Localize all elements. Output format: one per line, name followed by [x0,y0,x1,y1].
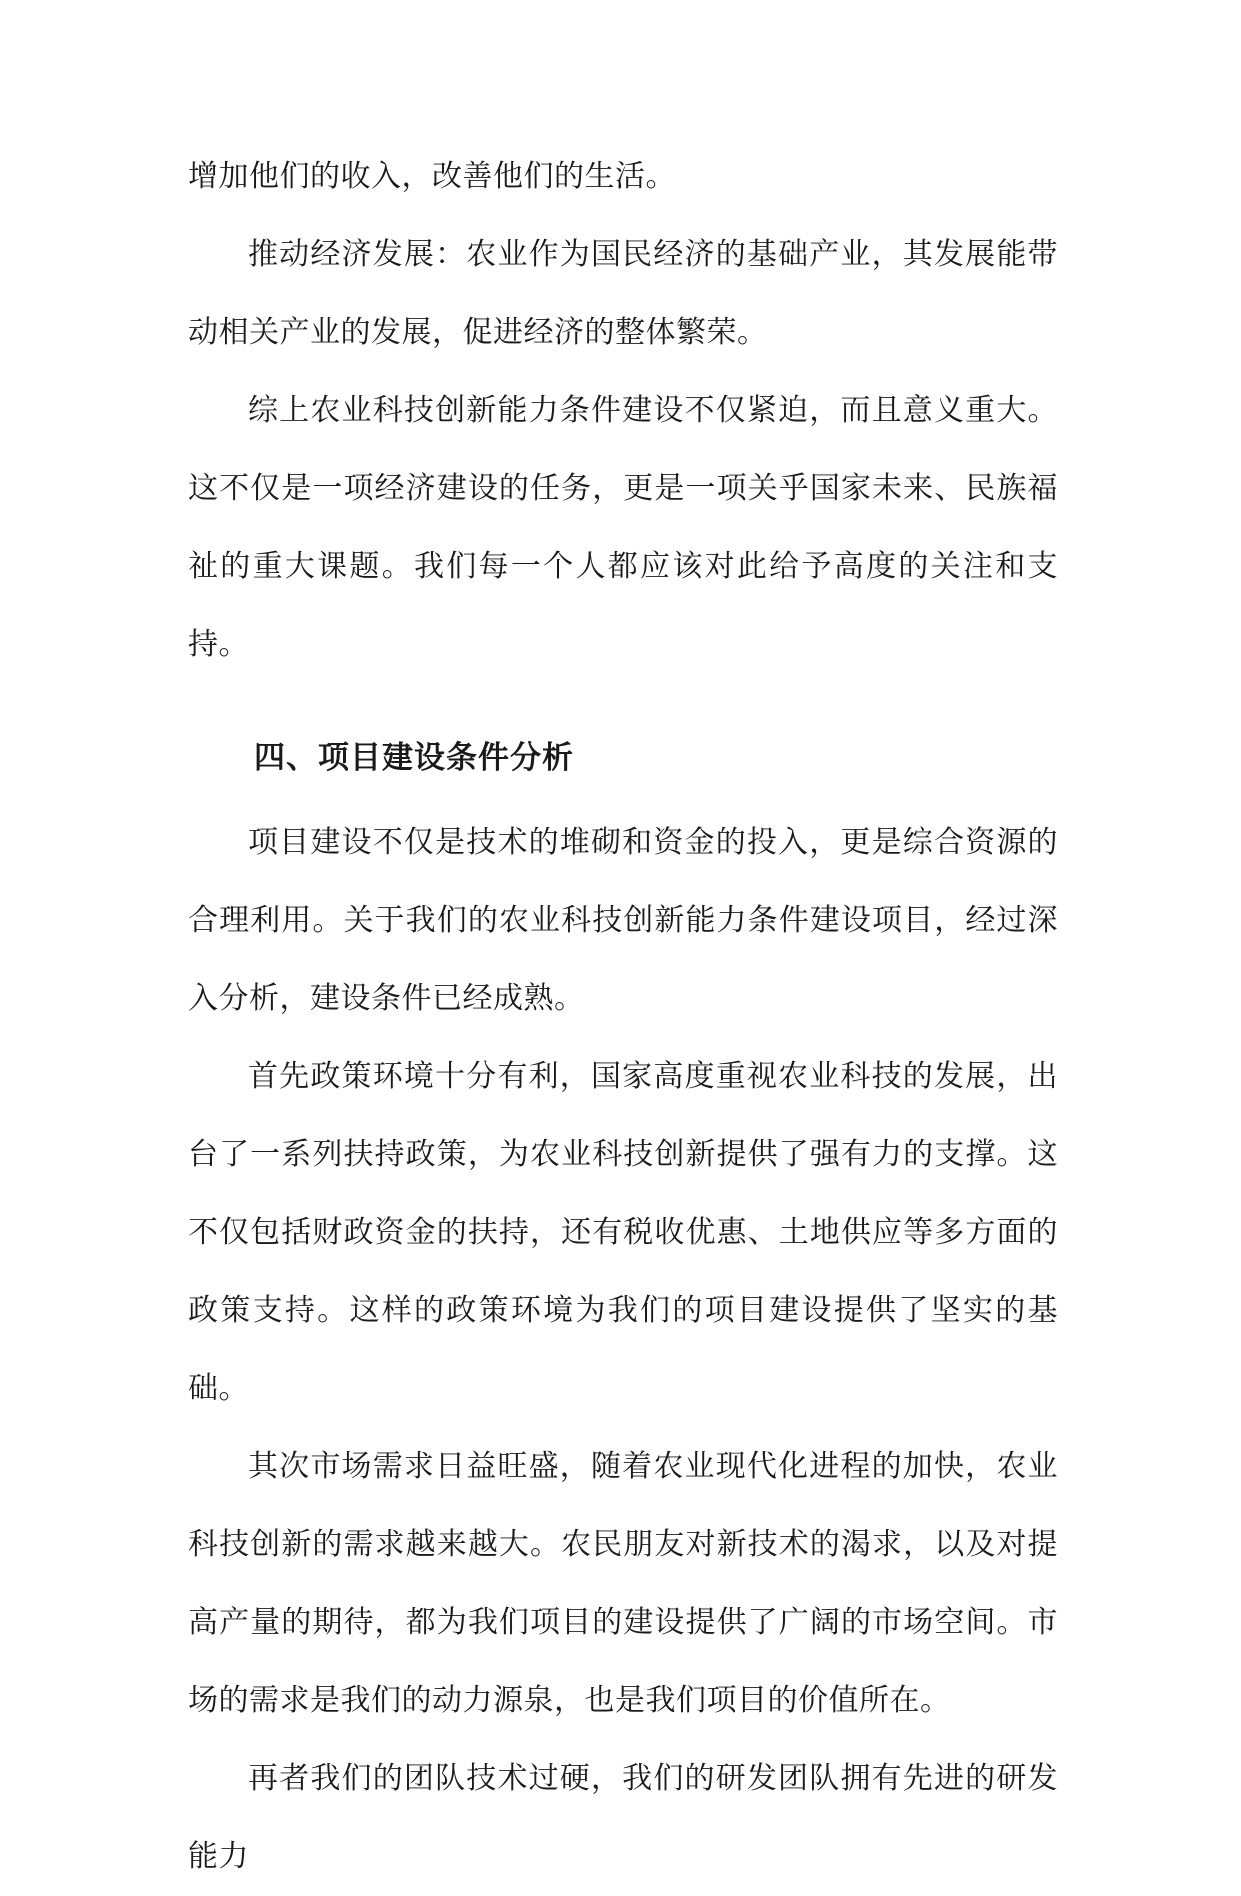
paragraph: 增加他们的收入，改善他们的生活。 [188,159,676,194]
document-body [188,138,1058,1896]
paragraph: 其次市场需求日益旺盛，随着农业现代化进程的加快，农业科技创新的需求越来越大。农民朋友对新技术的渴求，以及对提高产量的期待，都为我们项目的建设提供了广阔的市场空间。市场的需求是我们的动力源泉，也是我们项目的价值所在。 [188,1449,1058,1718]
paragraph: 首先政策环境十分有利，国家高度重视农业科技的发展，出台了一系列扶持政策，为农业科技创新提供了强有力的支撑。这不仅包括财政资金的扶持，还有税收优惠、土地供应等多方面的政策支持。这样的政策环境为我们的项目建设提供了坚实的基础。 [188,1059,1058,1406]
paragraph: 综上农业科技创新能力条件建设不仅紧迫，而且意义重大。这不仅是一项经济建设的任务，更是一项关乎国家未来、民族福祉的重大课题。我们每一个人都应该对此给予高度的关注和支持。 [188,393,1058,662]
paragraph: 再者我们的团队技术过硬，我们的研发团队拥有先进的研发能力 [188,1761,1058,1874]
paragraph: 推动经济发展：农业作为国民经济的基础产业，其发展能带动相关产业的发展，促进经济的整体繁荣。 [188,237,1058,350]
section-heading: 四、项目建设条件分析 [254,740,574,776]
paragraph: 项目建设不仅是技术的堆砌和资金的投入，更是综合资源的合理利用。关于我们的农业科技创新能力条件建设项目，经过深入分析，建设条件已经成熟。 [188,825,1058,1016]
